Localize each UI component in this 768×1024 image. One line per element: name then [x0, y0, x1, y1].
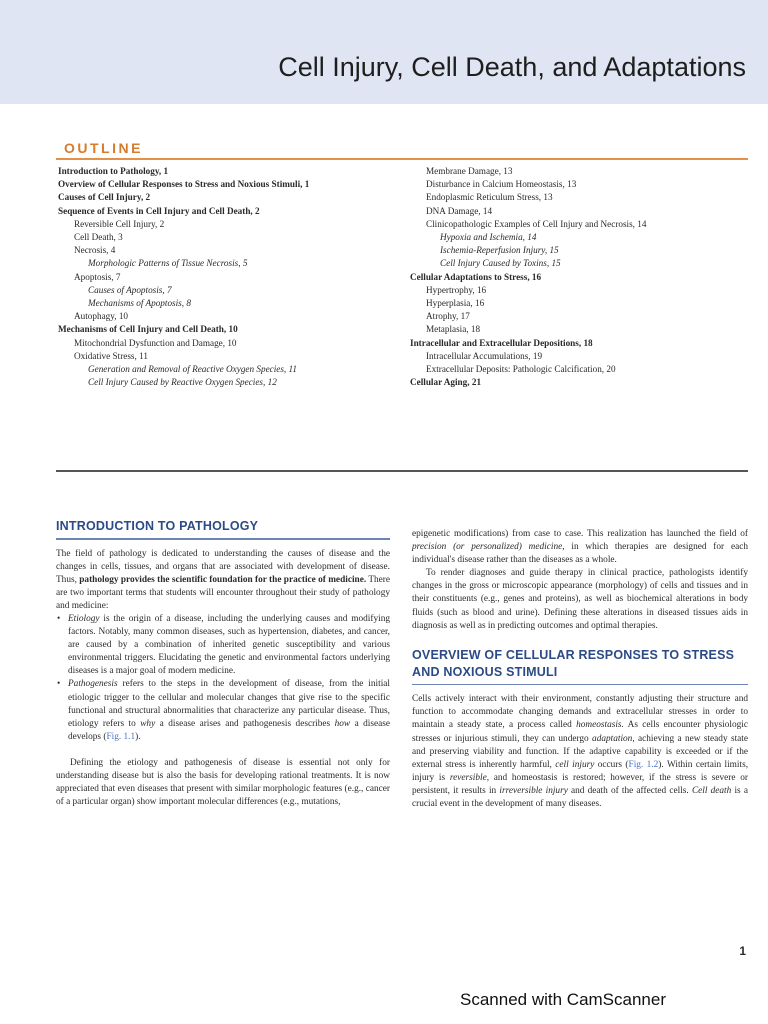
text-run: and homeostasis is restored; however, if the stress is severe or persistent, it results in	[412, 772, 748, 796]
outline-item: Generation and Removal of Reactive Oxygen Species, 11	[88, 364, 298, 375]
outline-item: Membrane Damage, 13	[426, 166, 513, 176]
italic-text: reversible,	[449, 772, 490, 783]
outline-item: Cellular Adaptations to Stress, 16	[410, 271, 542, 282]
text-run: and death of the affected cells.	[567, 785, 692, 796]
outline-item: Cell Injury Caused by Reactive Oxygen Species, 12	[88, 377, 277, 388]
text-run: a disease arises and pathogenesis describes	[155, 718, 335, 729]
outline-item: Introduction to Pathology, 1	[58, 166, 169, 176]
outline-item: Causes of Apoptosis, 7	[88, 284, 172, 295]
outline-item: Atrophy, 17	[426, 311, 470, 322]
outline-item: Intracellular Accumulations, 19	[426, 350, 543, 361]
figure-link-1-1[interactable]: Fig. 1.1	[106, 731, 136, 742]
outline-item: Apoptosis, 7	[74, 271, 121, 282]
list-item-pathogenesis	[56, 678, 390, 743]
italic-text: homeostasis.	[576, 720, 624, 731]
italic-text: how	[334, 718, 351, 729]
text-run: is the origin of a disease, including the underlying causes and modifying factors. Notably, many common diseases, such as hypertension, diabetes, and cancer, are caused by a combination of inherited genetic susceptibility and various environmental triggers. Elucidating the genetic and environmental factors underlying diseases is a major goal of modern medicine.	[68, 613, 390, 677]
outline-item: Intracellular and Extracellular Depositions, 18	[410, 337, 593, 348]
italic-text: adaptation,	[592, 733, 635, 744]
outline-item: Hyperplasia, 16	[426, 298, 485, 309]
outline-item: Hypertrophy, 16	[426, 284, 487, 295]
outline-item: Metaplasia, 18	[426, 324, 481, 335]
italic-text: why	[140, 718, 156, 729]
outline-item: Necrosis, 4	[74, 245, 116, 256]
text-run: occurs (	[594, 759, 629, 770]
page-number: 1	[739, 944, 746, 958]
outline-item: Cell Death, 3	[74, 232, 123, 243]
text-run: There are two important terms that students will encounter throughout their study of pathology and medicine:	[56, 574, 390, 611]
term-etiology: Etiology	[68, 613, 100, 624]
outline-item: Mechanisms of Apoptosis, 8	[88, 298, 191, 309]
outline-item: Ischemia-Reperfusion Injury, 15	[440, 245, 559, 256]
scanner-watermark: Scanned with CamScanner	[460, 990, 667, 1009]
body-left-column	[56, 518, 390, 809]
section-heading-line: AND NOXIOUS STIMULI	[412, 664, 558, 679]
outline-item: Mitochondrial Dysfunction and Damage, 10	[74, 337, 237, 348]
outline-divider	[56, 158, 748, 160]
italic-text: irreversible injury	[499, 785, 568, 796]
text-run: ).	[135, 731, 141, 742]
paragraph	[56, 548, 390, 613]
outline-item: Cell Injury Caused by Toxins, 15	[440, 258, 561, 269]
italic-text: cell injury	[555, 759, 595, 770]
paragraph	[412, 693, 748, 811]
list-item-etiology	[56, 613, 390, 678]
outline-item: Clinicopathologic Examples of Cell Injury and Necrosis, 14	[426, 218, 647, 229]
text-run: refers to the steps in the development of disease, from the initial etiologic trigger to the cellular and molecular changes that give rise to the specific functional and structural abnormalities that characterize any particular disease. Thus, etiology refers to	[68, 679, 390, 729]
outline-item: Extracellular Deposits: Pathologic Calcification, 20	[426, 364, 616, 375]
paragraph	[412, 528, 748, 567]
bold-text: pathology provides the scientific foundation for the practice of medicine.	[79, 574, 367, 585]
outline-item: Sequence of Events in Cell Injury and Cell Death, 2	[58, 205, 260, 216]
outline-right-column	[410, 165, 748, 389]
body-right-column	[412, 528, 748, 811]
text-run: a disease develops (	[68, 718, 390, 742]
outline-bottom-divider	[56, 470, 748, 472]
outline-item: Overview of Cellular Responses to Stress and Noxious Stimuli, 1	[58, 179, 310, 190]
outline-left-column	[58, 165, 408, 389]
outline-item: Morphologic Patterns of Tissue Necrosis, 5	[88, 258, 248, 269]
text-run: in which therapies are designed for each individual's disease rather than the diseases as a whole.	[412, 542, 748, 566]
outline-item: DNA Damage, 14	[426, 205, 493, 216]
section-heading-line: OVERVIEW OF CELLULAR RESPONSES TO STRESS	[412, 647, 735, 662]
italic-text: precision (or personalized) medicine,	[412, 542, 565, 553]
text-run: The field of pathology is dedicated to understanding the causes of disease and the changes in cells, tissues, and organs that are associated with development of disease. Thus,	[56, 548, 390, 585]
text-run: achieving a new steady state and preserving viability and function. If the adaptive capability is exceeded or if the external stress is inherently harmful,	[412, 733, 748, 770]
term-pathogenesis: Pathogenesis	[68, 679, 118, 690]
outline-item: Oxidative Stress, 11	[74, 350, 148, 361]
text-run: epigenetic modifications) from case to case. This realization has launched the field of	[412, 529, 748, 539]
paragraph: To render diagnoses and guide therapy in clinical practice, pathologists identify changes in the gross or microscopic appearance (morphology) of cells and tissues and in their constituents (e.g., genes and proteins), as well as biochemical alterations in body fluids (such as blood and urine). Defining these alterations in diseased tissues aids in diagnosis as well as in predicting outcomes and optimal therapies.	[412, 568, 748, 631]
italic-text: Cell death	[691, 785, 732, 796]
chapter-header-band	[0, 0, 768, 104]
outline-item: Endoplasmic Reticulum Stress, 13	[426, 192, 553, 203]
figure-link-1-2[interactable]: Fig. 1.2	[628, 759, 659, 770]
outline-heading: OUTLINE	[64, 140, 143, 156]
chapter-outline	[56, 138, 748, 458]
paragraph: Defining the etiology and pathogenesis of disease is essential not only for understanding disease but is also the basis for developing rational treatments. It is now appreciated that even diseases that present with similar morphologic features (e.g., cancer of a particular organ) show important molecular differences (e.g., mutations,	[56, 757, 390, 808]
outline-item: Autophagy, 10	[74, 311, 129, 322]
outline-item: Cellular Aging, 21	[410, 377, 482, 388]
section-heading-introduction: INTRODUCTION TO PATHOLOGY	[56, 519, 259, 533]
text-run: is a crucial event in the development of many diseases.	[412, 785, 748, 809]
outline-item: Reversible Cell Injury, 2	[74, 218, 165, 229]
term-list	[56, 613, 390, 744]
section-heading-overview	[412, 647, 748, 681]
text-run: ). Within certain limits, injury is	[412, 759, 749, 783]
outline-item: Causes of Cell Injury, 2	[58, 192, 151, 203]
outline-item: Mechanisms of Cell Injury and Cell Death, 10	[58, 324, 238, 335]
chapter-title: Cell Injury, Cell Death, and Adaptations	[278, 52, 746, 82]
outline-item: Disturbance in Calcium Homeostasis, 13	[426, 179, 577, 190]
text-run: Cells actively interact with their environment, constantly adjusting their structure and function to accommodate changing demands and extracellular stresses in order to maintain a steady state, a process called	[412, 694, 748, 731]
text-run: As cells encounter physiologic stresses or injurious stimuli, they can undergo	[412, 720, 748, 744]
outline-item: Hypoxia and Ischemia, 14	[440, 232, 537, 243]
